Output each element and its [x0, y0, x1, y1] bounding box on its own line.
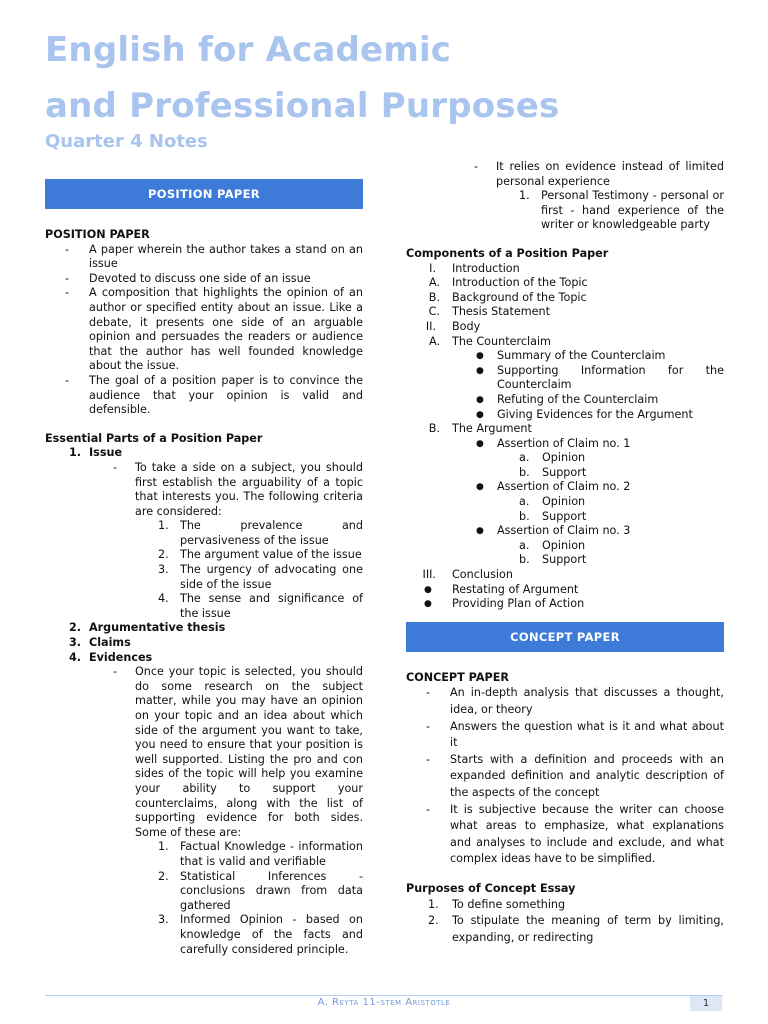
list-item: 3. Informed Opinion - based on knowledge of the facts and carefully considered principle. [158, 913, 363, 956]
list-item: - Answers the question what is it and what about it [426, 719, 724, 750]
list-item: b. Support [519, 465, 587, 479]
outline-argument: B. The Argument [428, 422, 532, 436]
purposes-heading: Purposes of Concept Essay [406, 881, 576, 895]
list-item: b. Support [519, 509, 587, 523]
list-item: - A paper wherein the author takes a stand on an issue [65, 242, 363, 271]
document-title [45, 22, 559, 134]
concept-paper-banner: CONCEPT PAPER [406, 622, 724, 652]
list-item: A. Introduction of the Topic [428, 276, 588, 290]
list-item: B. Background of the Topic [428, 290, 587, 304]
issue-criteria-list [45, 519, 363, 621]
list-item: ● Providing Plan of Action [424, 597, 585, 611]
list-item: a. Opinion [519, 538, 586, 552]
list-item: ● Assertion of Claim no. 1 [476, 436, 631, 450]
list-item: - The goal of a position paper is to convince the audience that your opinion is valid and defensible. [65, 373, 363, 417]
evidences-description: - Once your topic is selected, you should do some research on the subject matter, while you may have an opinion on your topic and an idea about which side of the argument you want to take, you need to ensure that your position is well supported. Listing the pro and con sides of the topic will help you examine your ability to support your counterclaims, along with the list of supporting evidence for both sides. Some of these are: [113, 665, 363, 839]
position-paper-banner: POSITION PAPER [45, 179, 363, 209]
list-item: - An in-depth analysis that discusses a thought, idea, or theory [426, 686, 724, 716]
title-line-2: and Professional Purposes [45, 86, 560, 126]
essential-parts-heading: Essential Parts of a Position Paper [45, 431, 263, 445]
list-item: ● Giving Evidences for the Argument [476, 407, 693, 421]
document-subtitle: Quarter 4 Notes [45, 131, 208, 152]
right-column [406, 160, 724, 946]
outline-counterclaim: A. The Counterclaim [428, 334, 551, 348]
footer-author: A. Reyta 11-stem Aristotle [317, 997, 451, 1008]
issue-description: - To take a side on a subject, you should first establish the arguability of a topic that interests you. The following criteria are considered: [113, 460, 363, 518]
list-item: 4. The sense and significance of the issue [158, 592, 363, 620]
footer-divider [45, 995, 723, 996]
essential-item-claims: 3. Claims [69, 636, 131, 650]
evidence-types-list [45, 840, 363, 957]
components-heading: Components of a Position Paper [406, 246, 609, 260]
list-item: 1. To define something [428, 897, 566, 911]
list-item: a. Opinion [519, 451, 586, 465]
list-item: ● Refuting of the Counterclaim [476, 392, 659, 406]
outline-introduction: I. Introduction [429, 261, 520, 275]
relies-on-evidence-item: - It relies on evidence instead of limited personal experience [474, 160, 724, 188]
position-points [45, 243, 363, 418]
list-item: - It is subjective because the writer can choose what areas to emphasize, what explanations and analyses to include and exclude, and what complex ideas have to be simplified. [426, 802, 724, 866]
list-item: - Devoted to discuss one side of an issue [65, 271, 311, 285]
list-item: 3. The urgency of advocating one side of the issue [158, 563, 363, 591]
outline-conclusion: III. Conclusion [422, 568, 513, 582]
left-column [45, 179, 363, 957]
list-item: 2. To stipulate the meaning of term by limiting, expanding, or redirecting [428, 914, 724, 944]
page-number: 1 [690, 996, 722, 1011]
list-item: ● Supporting Information for the Counterclaim [476, 363, 724, 392]
essential-item-thesis: 2. Argumentative thesis [69, 621, 226, 635]
list-item: C. Thesis Statement [428, 305, 550, 319]
essential-item-evidences: 4. Evidences [69, 650, 153, 664]
list-item: - A composition that highlights the opinion of an author or specified entity about an issue. Like a debate, it presents one side of an arguable opinion and persuades the readers or audience that the author has well founded knowledge about the issue. [65, 286, 363, 373]
list-item: - Starts with a definition and proceeds with an expanded definition and analytic description of the aspects of the concept [426, 752, 724, 799]
position-paper-heading: POSITION PAPER [45, 228, 150, 241]
essential-item-issue: 1. Issue [69, 446, 123, 460]
title-line-1: English for Academic [45, 30, 452, 70]
list-item: ● Assertion of Claim no. 3 [476, 524, 631, 538]
list-item: 1. Factual Knowledge - information that is valid and verifiable [158, 840, 363, 868]
personal-testimony-item: 1. Personal Testimony - personal or first - hand experience of the writer or knowledgeable party [519, 189, 724, 232]
list-item: 1. The prevalence and pervasiveness of the issue [158, 519, 363, 547]
concept-paper-heading: CONCEPT PAPER [406, 670, 509, 684]
concept-points [406, 685, 724, 868]
outline-body: II. Body [425, 319, 481, 333]
list-item: 2. The argument value of the issue [158, 548, 362, 562]
list-item: 2. Statistical Inferences - conclusions drawn from data gathered [158, 869, 363, 912]
list-item: a. Opinion [519, 495, 586, 509]
purposes-list [406, 897, 724, 947]
list-item: ● Assertion of Claim no. 2 [476, 480, 631, 494]
list-item: ● Restating of Argument [424, 582, 579, 596]
list-item: ● Summary of the Counterclaim [476, 349, 666, 363]
list-item: b. Support [519, 553, 587, 567]
